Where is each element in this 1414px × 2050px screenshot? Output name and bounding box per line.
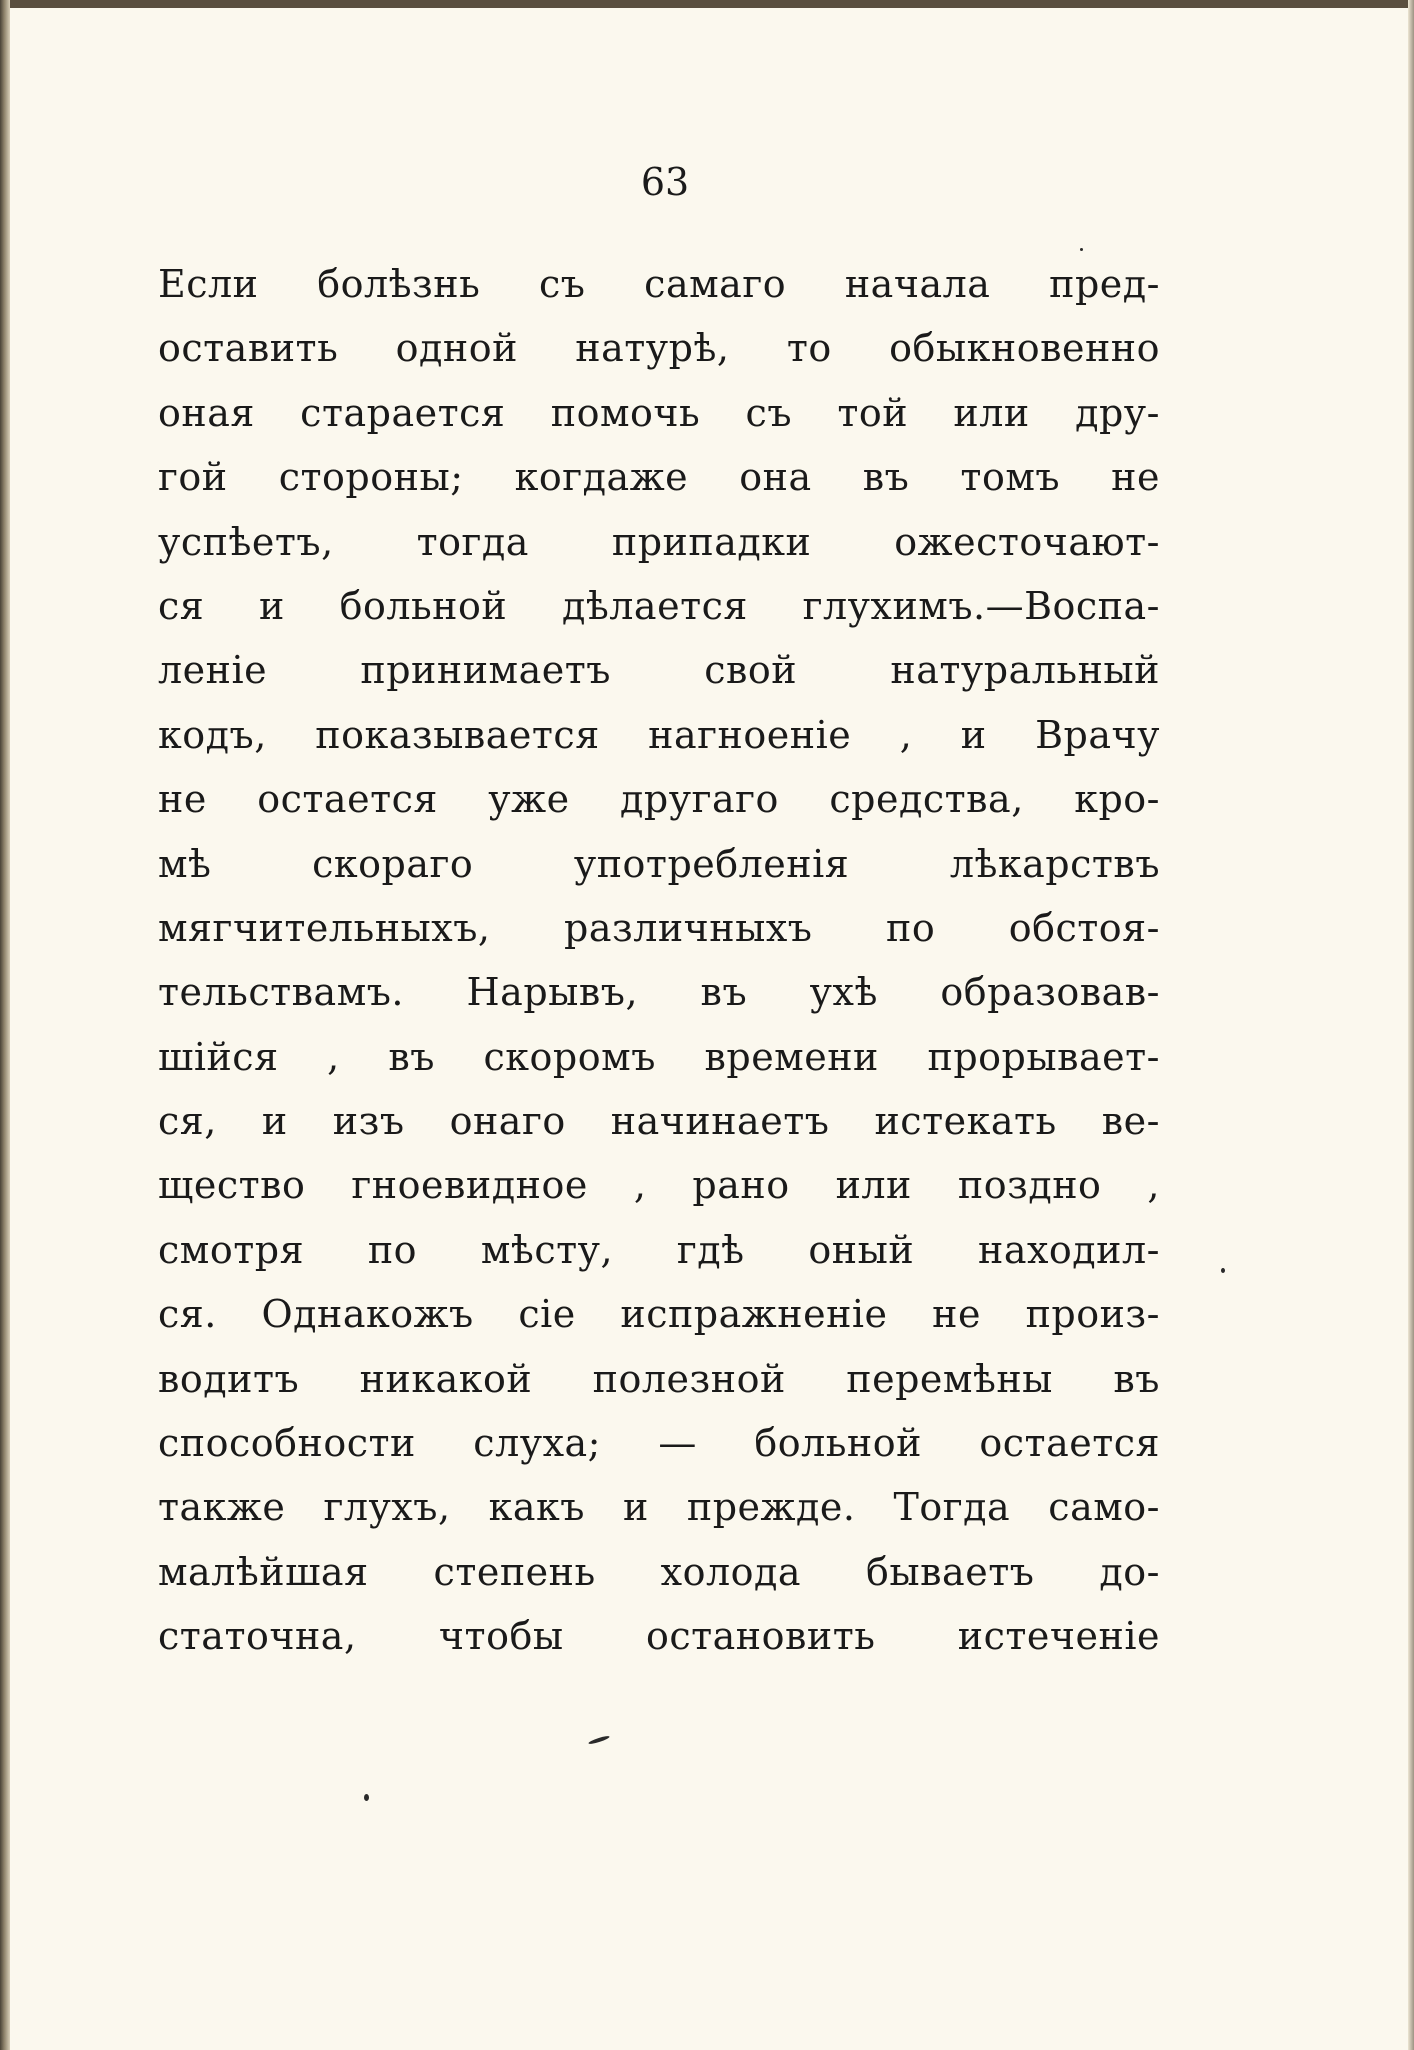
ink-speck	[588, 1735, 610, 1746]
page-right-edge	[1408, 0, 1414, 2050]
text-line: оставить одной натурѣ, то обыкновенно	[158, 326, 1160, 371]
page-top-edge	[0, 0, 1414, 8]
text-line: малѣйшая степень холода бываетъ до-	[158, 1549, 1160, 1594]
text-line: водитъ никакой полезной перемѣны въ	[158, 1356, 1160, 1401]
text-line: мѣ скораго употребленія лѣкарствъ	[158, 841, 1160, 886]
text-line: смотря по мѣсту, гдѣ оный находил-	[158, 1227, 1160, 1272]
text-line: тельствамъ. Нарывъ, въ ухѣ образовав-	[158, 970, 1160, 1015]
ink-speck	[364, 1794, 369, 1801]
page-number: 63	[640, 160, 690, 204]
ink-speck	[1080, 248, 1083, 251]
text-line: кодъ, показывается нагноеніе , и Врачу	[158, 712, 1160, 757]
text-line: ся и больной дѣлается глухимъ.—Воспа-	[158, 583, 1160, 628]
text-line: леніе принимаетъ свой натуральный	[158, 648, 1160, 693]
text-line: успѣетъ, тогда припадки ожесточают-	[158, 519, 1160, 564]
text-line: шійся , въ скоромъ времени прорывает-	[158, 1034, 1160, 1079]
text-line: ся, и изъ онаго начинаетъ истекать ве-	[158, 1099, 1160, 1144]
page-binding-edge	[0, 0, 10, 2050]
text-line: ся. Однакожъ сіе испражненіе не произ-	[158, 1292, 1160, 1337]
text-line: статочна, чтобы остановить истеченіе	[158, 1614, 1160, 1659]
text-line: Если болѣзнь съ самаго начала пред-	[158, 262, 1160, 306]
ink-speck	[1221, 1268, 1225, 1273]
text-line: щество гноевидное , рано или поздно ,	[158, 1163, 1160, 1208]
text-line: оная старается помочь съ той или дру-	[158, 390, 1160, 435]
text-line: мягчительныхъ, различныхъ по обстоя-	[158, 905, 1160, 950]
text-line: не остается уже другаго средства, кро-	[158, 777, 1160, 822]
text-line: способности слуха; — больной остается	[158, 1421, 1160, 1466]
text-line: также глухъ, какъ и прежде. Тогда само-	[158, 1485, 1160, 1530]
body-text	[158, 252, 1160, 1669]
text-line: гой стороны; когдаже она въ томъ не	[158, 455, 1160, 500]
